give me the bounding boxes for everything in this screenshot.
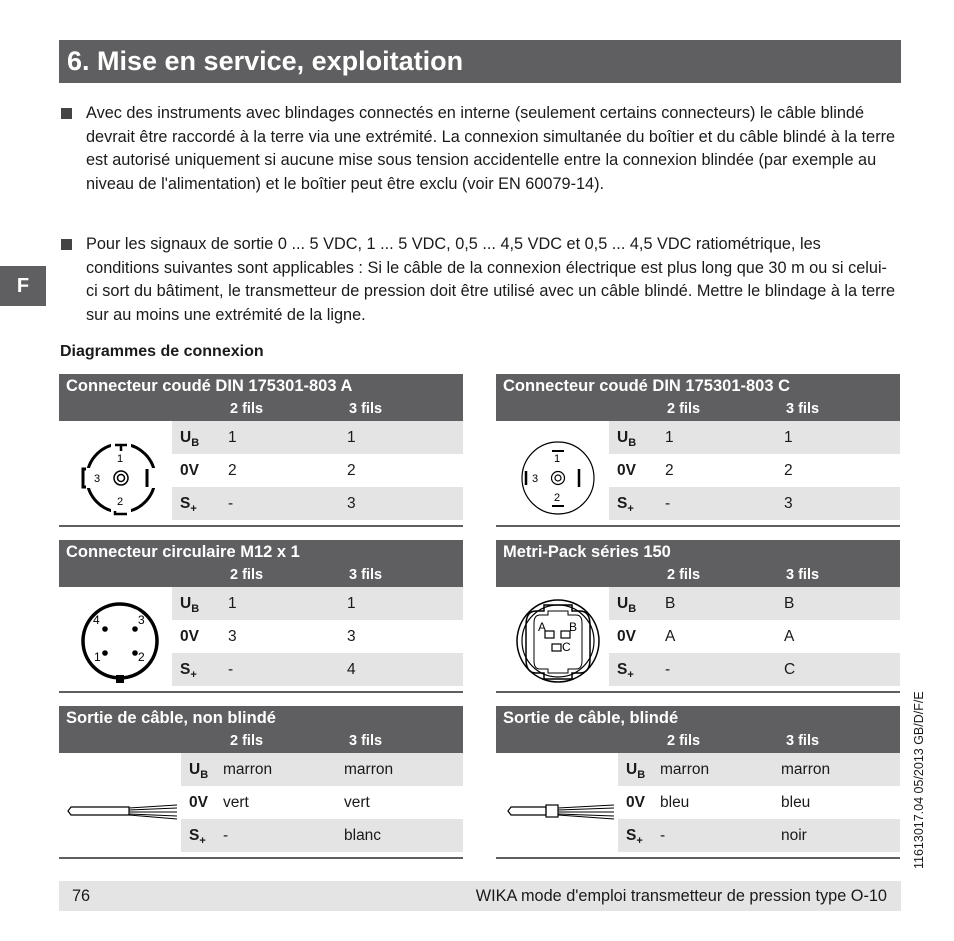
diagrams-heading: Diagrammes de connexion <box>60 343 264 360</box>
connection-box-din-a <box>59 374 463 527</box>
pin-label: 4 <box>93 613 100 627</box>
label-ub: $U_B$ <box>180 595 200 616</box>
row-ub <box>609 421 900 454</box>
label-0v: 0V <box>180 628 199 645</box>
din-c-connector-icon <box>496 421 609 527</box>
col-2-wires: 2 fils <box>230 567 264 583</box>
value-2-wires: bleu <box>660 794 690 811</box>
page-number: 76 <box>72 887 91 905</box>
box-bottom-rule <box>496 691 900 693</box>
box-bottom-rule <box>59 857 463 859</box>
value-3-wires: blanc <box>344 827 382 844</box>
row-ub <box>609 587 900 620</box>
value-2-wires: - <box>660 827 666 844</box>
value-2-wires: marron <box>660 761 710 778</box>
bullet-item <box>86 102 898 196</box>
label-ub: $U_B$ <box>617 595 637 616</box>
value-3-wires: bleu <box>781 794 811 811</box>
row-0v <box>181 786 463 819</box>
row-s-plus <box>172 487 463 520</box>
pin-label: 2 <box>138 650 145 664</box>
label-0v: 0V <box>617 628 636 645</box>
pin-label: 3 <box>94 473 101 485</box>
shielded-cable-icon <box>496 753 618 859</box>
col-2-wires: 2 fils <box>667 401 701 417</box>
label-s-plus: $S_+$ <box>180 495 197 516</box>
box-title-bar <box>496 374 900 421</box>
label-ub: $U_B$ <box>617 429 637 450</box>
col-3-wires: 3 fils <box>349 401 383 417</box>
row-ub <box>181 753 463 786</box>
value-3-wires: 1 <box>347 429 356 446</box>
col-3-wires: 3 fils <box>349 567 383 583</box>
box-bottom-rule <box>59 691 463 693</box>
label-0v: 0V <box>617 462 636 479</box>
label-s-plus: $S_+$ <box>189 827 206 848</box>
value-2-wires: A <box>665 628 676 645</box>
label-s-plus: $S_+$ <box>617 495 634 516</box>
box-body <box>59 587 463 693</box>
box-title-bar <box>59 540 463 587</box>
row-ub <box>618 753 900 786</box>
value-3-wires: 1 <box>347 595 356 612</box>
row-ub <box>172 587 463 620</box>
box-title-bar <box>59 706 463 753</box>
col-2-wires: 2 fils <box>667 567 701 583</box>
row-s-plus <box>181 819 463 852</box>
row-s-plus <box>172 653 463 686</box>
row-0v <box>609 620 900 653</box>
box-body <box>496 753 900 859</box>
value-3-wires: B <box>784 595 795 612</box>
value-2-wires: - <box>665 661 671 678</box>
label-s-plus: $S_+$ <box>180 661 197 682</box>
value-3-wires: 3 <box>347 495 356 512</box>
row-s-plus <box>609 487 900 520</box>
value-3-wires: noir <box>781 827 807 844</box>
value-3-wires: A <box>784 628 795 645</box>
col-3-wires: 3 fils <box>786 401 820 417</box>
pin-label: 3 <box>532 473 539 485</box>
connection-box-metri-pack <box>496 540 900 693</box>
value-2-wires: 2 <box>665 462 674 479</box>
pin-label: A <box>538 620 547 634</box>
col-3-wires: 3 fils <box>349 733 383 749</box>
pin-label: B <box>569 620 578 634</box>
box-title: Metri-Pack séries 150 <box>503 543 671 561</box>
din-a-connector-icon <box>59 421 172 527</box>
box-title-bar <box>496 706 900 753</box>
box-body <box>59 421 463 527</box>
box-title: Connecteur coudé DIN 175301-803 A <box>66 377 353 395</box>
value-2-wires: - <box>228 495 234 512</box>
value-3-wires: C <box>784 661 796 678</box>
square-bullet-icon <box>61 239 72 250</box>
row-ub <box>172 421 463 454</box>
pin-label: 3 <box>138 613 145 627</box>
label-s-plus: $S_+$ <box>617 661 634 682</box>
row-s-plus <box>609 653 900 686</box>
value-3-wires: 3 <box>347 628 356 645</box>
box-bottom-rule <box>496 525 900 527</box>
pin-label: 2 <box>554 492 561 504</box>
value-2-wires: B <box>665 595 676 612</box>
value-2-wires: - <box>223 827 229 844</box>
box-bottom-rule <box>496 857 900 859</box>
value-2-wires: marron <box>223 761 273 778</box>
value-2-wires: 1 <box>665 429 674 446</box>
connection-box-cable-shielded <box>496 706 900 859</box>
value-3-wires: vert <box>344 794 370 811</box>
col-3-wires: 3 fils <box>786 733 820 749</box>
pin-label: 1 <box>554 453 561 465</box>
col-2-wires: 2 fils <box>230 401 264 417</box>
value-2-wires: vert <box>223 794 249 811</box>
page-title: 6. Mise en service, exploitation <box>67 46 464 76</box>
m12-connector-icon <box>59 587 172 693</box>
box-title: Connecteur coudé DIN 175301-803 C <box>503 377 791 395</box>
pin-label: 1 <box>117 453 124 465</box>
label-ub: $U_B$ <box>189 761 209 782</box>
value-3-wires: 2 <box>347 462 356 479</box>
metri-pack-connector-icon <box>496 587 609 693</box>
value-2-wires: 1 <box>228 429 237 446</box>
footer-text: WIKA mode d'emploi transmetteur de pression type O-10 <box>475 887 887 905</box>
box-title-bar <box>496 540 900 587</box>
box-title: Connecteur circulaire M12 x 1 <box>66 543 300 561</box>
col-3-wires: 3 fils <box>786 567 820 583</box>
row-0v <box>172 620 463 653</box>
label-0v: 0V <box>189 794 208 811</box>
cable-icon <box>59 753 181 859</box>
box-body <box>59 753 463 859</box>
row-0v <box>172 454 463 487</box>
value-2-wires: 2 <box>228 462 237 479</box>
value-3-wires: 3 <box>784 495 793 512</box>
row-s-plus <box>618 819 900 852</box>
box-body <box>496 421 900 527</box>
pin-label: 2 <box>117 496 124 508</box>
label-0v: 0V <box>180 462 199 479</box>
label-ub: $U_B$ <box>180 429 200 450</box>
connection-box-din-c <box>496 374 900 527</box>
box-title: Sortie de câble, non blindé <box>66 709 276 727</box>
page-footer <box>59 881 901 911</box>
pin-label: 1 <box>94 650 101 664</box>
row-0v <box>609 454 900 487</box>
value-3-wires: 2 <box>784 462 793 479</box>
value-2-wires: - <box>665 495 671 512</box>
bullet-item <box>86 233 898 327</box>
value-3-wires: marron <box>344 761 394 778</box>
language-tab: F <box>0 266 46 306</box>
value-3-wires: marron <box>781 761 831 778</box>
bullet-text: Avec des instruments avec blindages connectés en interne (seulement certains connecteurs) le câble blindé devrait être raccordé à la terre via une extrémité. La connexion simultanée du boîtier et du câble blindé à la terre est autorisé uniquement si aucune mise sous tension accidentelle entre la connexion blindée (par exemple au niveau de l'alimentation) et le boîtier peut être exclu (voir EN 60079-14). <box>86 104 896 193</box>
connection-box-cable-unshielded <box>59 706 463 859</box>
col-2-wires: 2 fils <box>667 733 701 749</box>
bullet-text: Pour les signaux de sortie 0 ... 5 VDC, 1 ... 5 VDC, 0,5 ... 4,5 VDC et 0,5 ... 4,5 VDC ratiométrique, les conditions suivantes sont applicables : Si le câble de la connexion électrique est plus long que 30 m ou si celui-ci sort du bâtiment, le transmetteur de pression doit être utilisé avec un câble blindé. Mettre le blindage à la terre sur au moins une extrémité de la ligne. <box>86 235 896 324</box>
box-bottom-rule <box>59 525 463 527</box>
box-title-bar <box>59 374 463 421</box>
label-0v: 0V <box>626 794 645 811</box>
box-title: Sortie de câble, blindé <box>503 709 679 727</box>
value-3-wires: 4 <box>347 661 356 678</box>
value-3-wires: 1 <box>784 429 793 446</box>
section-header <box>59 40 901 83</box>
pin-label: C <box>562 640 571 654</box>
label-ub: $U_B$ <box>626 761 646 782</box>
square-bullet-icon <box>61 108 72 119</box>
connection-box-m12 <box>59 540 463 693</box>
document-code: 11613017.04 05/2013 GB/D/F/E <box>912 691 926 869</box>
value-2-wires: 1 <box>228 595 237 612</box>
label-s-plus: $S_+$ <box>626 827 643 848</box>
value-2-wires: 3 <box>228 628 237 645</box>
box-body <box>496 587 900 693</box>
value-2-wires: - <box>228 661 234 678</box>
row-0v <box>618 786 900 819</box>
col-2-wires: 2 fils <box>230 733 264 749</box>
